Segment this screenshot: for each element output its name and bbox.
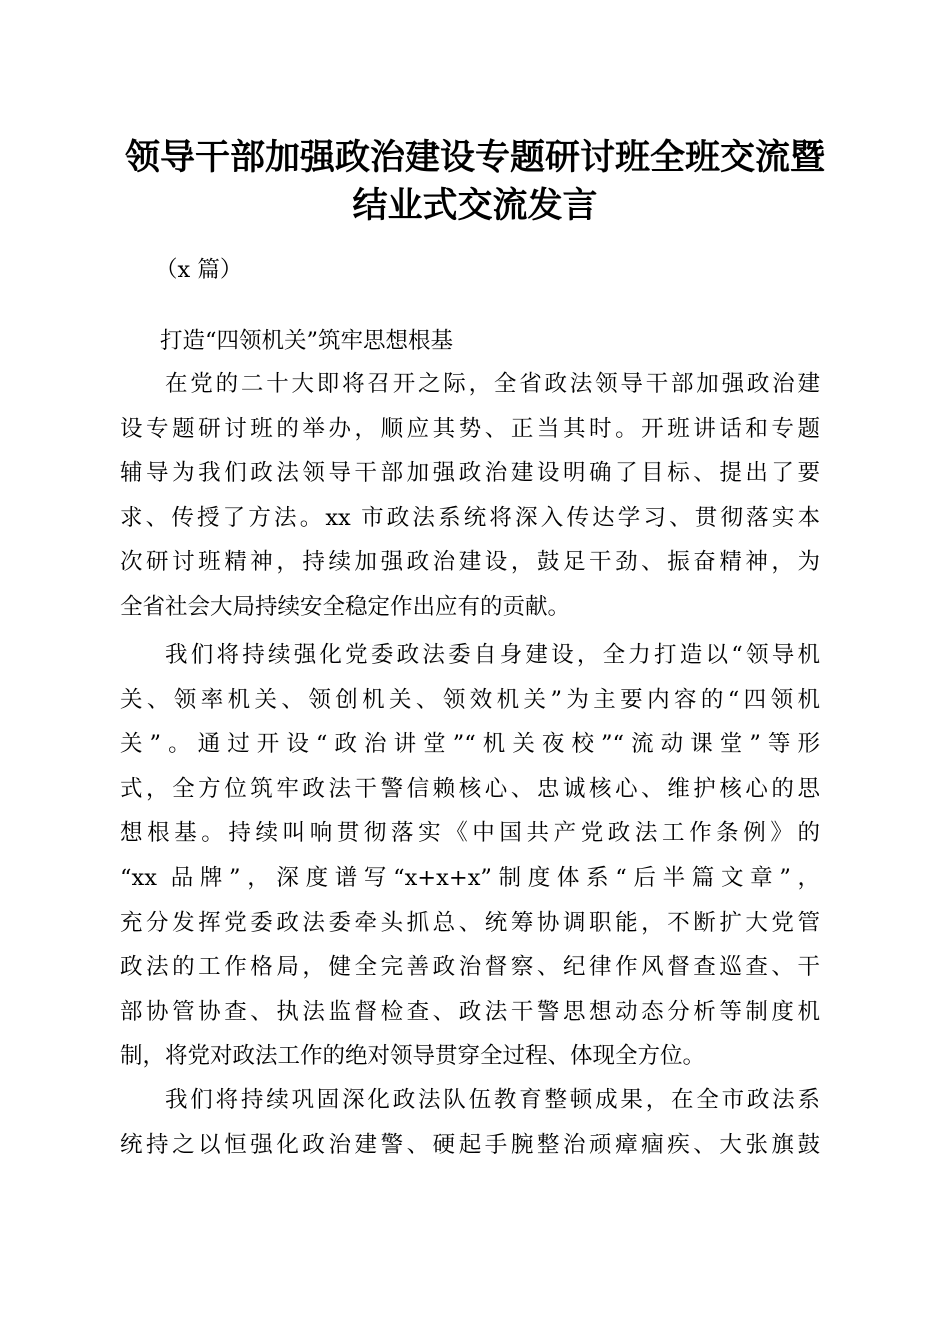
paragraph-1-line: 在党的二十大即将召开之际，全省政法领导干部加强政治建 bbox=[165, 371, 820, 397]
paragraph-2-line: 关”。通过开设“政治讲堂”“机关夜校”“流动课堂”等形 bbox=[120, 731, 820, 758]
paragraph-1-line: 全省社会大局持续安全稳定作出应有的贡献。 bbox=[120, 594, 571, 620]
paragraph-2-line: 充分发挥党委政法委牵头抓总、统筹协调职能，不断扩大党管 bbox=[120, 909, 820, 936]
document-title-line-2: 结业式交流发言 bbox=[352, 185, 598, 226]
document-title-line-1: 领导干部加强政治建设专题研讨班全班交流暨 bbox=[124, 137, 825, 178]
paragraph-2-line: 关、领率机关、领创机关、领效机关”为主要内容的“四领机 bbox=[120, 686, 820, 713]
subheading: 打造“四领机关”筑牢思想根基 bbox=[160, 328, 454, 354]
paragraph-2-line: 政法的工作格局，健全完善政治督察、纪律作风督查巡查、干 bbox=[120, 954, 820, 981]
paragraph-1-line: 求、传授了方法。xx 市政法系统将深入传达学习、贯彻落实本 bbox=[120, 504, 820, 531]
paragraph-1-line: 次研讨班精神，持续加强政治建设，鼓足干劲、振奋精神，为 bbox=[120, 549, 820, 576]
paragraph-1-line: 辅导为我们政法领导干部加强政治建设明确了目标、提出了要 bbox=[120, 460, 820, 487]
paragraph-3-line: 统持之以恒强化政治建警、硬起手腕整治顽瘴痼疾、大张旗鼓 bbox=[120, 1131, 820, 1158]
paragraph-3-line: 我们将持续巩固深化政法队伍教育整顿成果，在全市政法系 bbox=[165, 1087, 820, 1113]
paragraph-1-line: 设专题研讨班的举办，顺应其势、正当其时。开班讲话和专题 bbox=[120, 415, 820, 442]
paragraph-2-line: 想根基。持续叫响贯彻落实《中国共产党政法工作条例》的 bbox=[120, 820, 820, 847]
paragraph-2-line: 制，将党对政法工作的绝对领导贯穿全过程、体现全方位。 bbox=[120, 1043, 706, 1070]
paragraph-2-line: 部协管协查、执法监督检查、政法干警思想动态分析等制度机 bbox=[120, 998, 820, 1025]
paragraph-2-line: 我们将持续强化党委政法委自身建设，全力打造以“领导机 bbox=[165, 642, 820, 668]
paragraph-2-line: 式，全方位筑牢政法干警信赖核心、忠诚核心、维护核心的思 bbox=[120, 775, 820, 802]
section-label: （x 篇） bbox=[155, 257, 243, 283]
paragraph-2-line: “xx 品牌”，深度谱写“x+x+x”制度体系“后半篇文章”， bbox=[120, 865, 820, 891]
